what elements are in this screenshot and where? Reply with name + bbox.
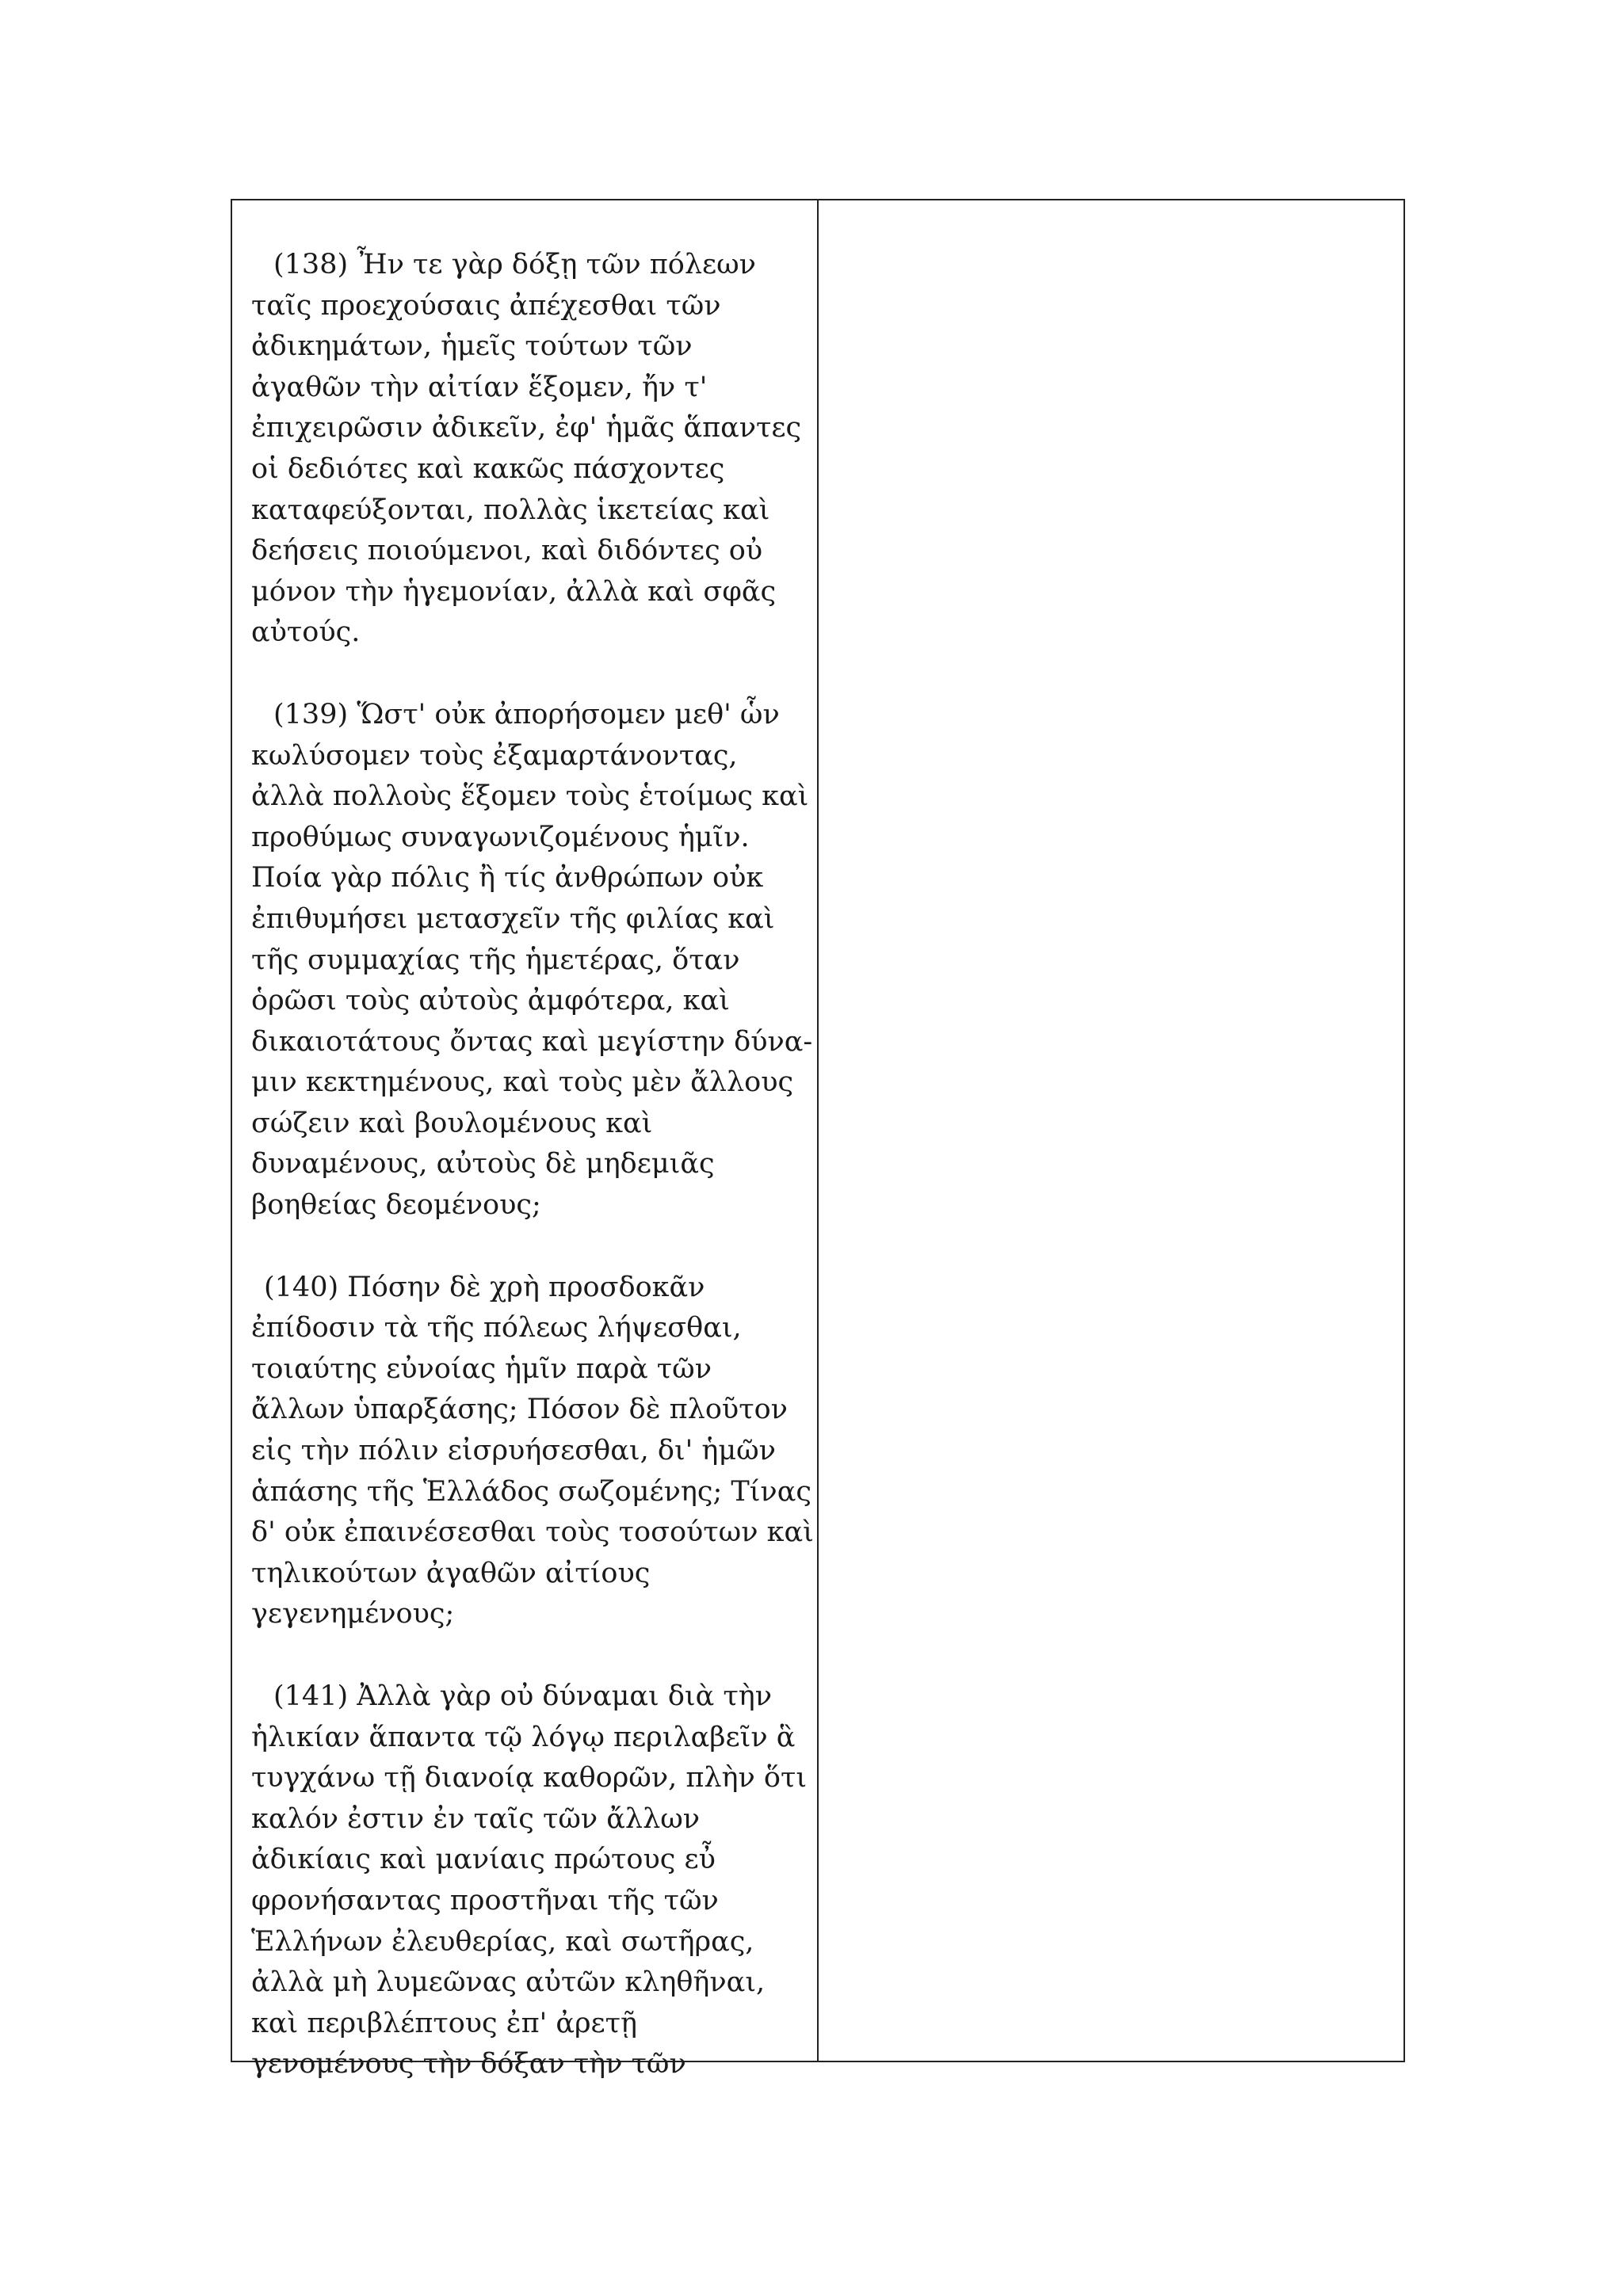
text-line: σώζειν καὶ βουλομένους καὶ [251, 1107, 653, 1139]
text-line: καὶ περιβλέπτους ἐπ' ἀρετῇ [251, 2007, 637, 2039]
text-line: ἀγαθῶν τὴν αἰτίαν ἕξομεν, ἤν τ' [251, 371, 708, 403]
paragraph-141 [251, 1676, 806, 2085]
text-line: μιν κεκτημένους, καὶ τοὺς μὲν ἄλλους [251, 1066, 794, 1099]
text-line: γενομένους τὴν δόξαν τὴν τῶν [251, 2048, 686, 2081]
text-line: τῆς συμμαχίας τῆς ἡμετέρας, ὅταν [251, 944, 740, 976]
text-line: (138) Ἦν τε γὰρ δόξῃ τῶν πόλεων [273, 249, 756, 280]
paragraph-140 [251, 1268, 814, 1635]
text-line: ἐπίδοσιν τὰ τῆς πόλεως λήψεσθαι, [251, 1312, 742, 1344]
text-line: δεήσεις ποιούμενοι, καὶ διδόντες οὐ [251, 535, 763, 567]
text-line: ὁρῶσι τοὺς αὐτοὺς ἀμφότερα, καὶ [251, 985, 730, 1017]
text-line: (139) Ὥστ' οὐκ ἀπορήσομεν μεθ' ὧν [273, 698, 780, 730]
text-line: οἱ δεδιότες καὶ κακῶς πάσχοντες [251, 452, 725, 485]
text-line: αὐτούς. [251, 616, 361, 649]
text-line: κωλύσομεν τοὺς ἐξαμαρτάνοντας, [251, 739, 738, 772]
text-line: ἀδικίαις καὶ μανίαις πρώτους εὖ [251, 1844, 716, 1876]
paragraph-138 [251, 245, 806, 654]
text-line: καλόν ἐστιν ἐν ταῖς τῶν ἄλλων [251, 1802, 701, 1835]
empty-translation-column [819, 200, 1403, 2061]
text-line: Ποία γὰρ πόλις ἢ τίς ἀνθρώπων οὐκ [251, 862, 764, 894]
text-line: Ἑλλήνων ἐλευθερίας, καὶ σωτῆρας, [251, 1925, 754, 1958]
text-line: ἐπιθυμήσει μετασχεῖν τῆς φιλίας καὶ [251, 902, 775, 935]
paragraph-139 [251, 695, 813, 1226]
text-table [231, 199, 1405, 2081]
text-line: καταφεύξονται, πολλὰς ἱκετείας καὶ [251, 494, 770, 526]
text-line: τυγχάνω τῇ διανοίᾳ καθορῶν, πλὴν ὅτι [251, 1762, 808, 1794]
text-line: φρονήσαντας προστῆναι τῆς τῶν [251, 1884, 719, 1917]
text-line: δυναμένους, αὐτοὺς δὲ μηδεμιᾶς [251, 1148, 715, 1180]
text-line: (140) Πόσην δὲ χρὴ προσδοκᾶν [264, 1271, 705, 1303]
text-line: μόνον τὴν ἡγεμονίαν, ἀλλὰ καὶ σφᾶς [251, 575, 777, 608]
text-line: εἰς τὴν πόλιν εἰσρυήσεσθαι, δι' ἡμῶν [251, 1435, 776, 1467]
text-line: δικαιοτάτους ὄντας καὶ μεγίστην δύνα- [251, 1025, 813, 1058]
text-line: ἡλικίαν ἅπαντα τῷ λόγῳ περιλαβεῖν ἃ [251, 1721, 796, 1753]
text-line: ἀλλὰ μὴ λυμεῶνας αὐτῶν κληθῆναι, [251, 1966, 766, 1999]
text-line: ἀλλὰ πολλοὺς ἕξομεν τοὺς ἑτοίμως καὶ [251, 780, 809, 813]
text-line: γεγενημένους; [251, 1598, 455, 1630]
text-line: προθύμως συναγωνιζομένους ἡμῖν. [251, 821, 750, 853]
text-line: βοηθείας δεομένους; [251, 1189, 541, 1222]
text-line: ταῖς προεχούσαις ἀπέχεσθαι τῶν [251, 289, 721, 322]
text-line: δ' οὐκ ἐπαινέσεσθαι τοὺς τοσούτων καὶ [251, 1516, 814, 1549]
text-line: ἐπιχειρῶσιν ἀδικεῖν, ἐφ' ἡμᾶς ἅπαντες [251, 412, 802, 444]
text-line: τηλικούτων ἀγαθῶν αἰτίους [251, 1557, 651, 1589]
greek-text-column [232, 200, 819, 2081]
text-line: ἄλλων ὑπαρξάσης; Πόσον δὲ πλοῦτον [251, 1394, 788, 1426]
text-line: τοιαύτης εὐνοίας ἡμῖν παρὰ τῶν [251, 1352, 712, 1385]
text-line: ἁπάσης τῆς Ἑλλάδος σωζομένης; Τίνας [251, 1475, 812, 1508]
text-line: ἀδικημάτων, ἡμεῖς τούτων τῶν [251, 330, 693, 363]
text-line: (141) Ἀλλὰ γὰρ οὐ δύναμαι διὰ τὴν [273, 1680, 773, 1712]
